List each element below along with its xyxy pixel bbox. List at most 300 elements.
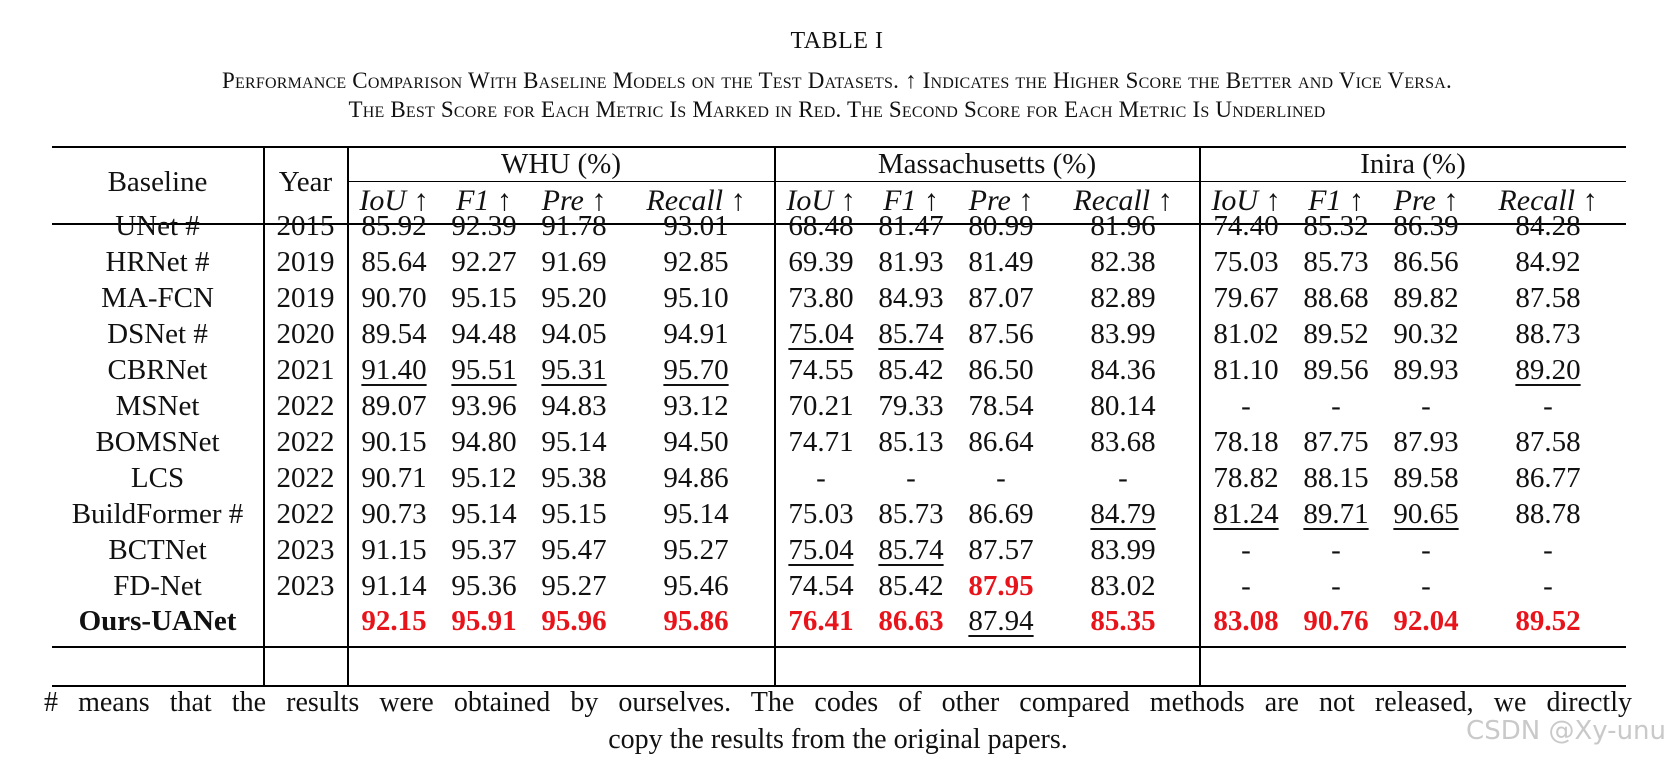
score-value: 89.07 — [361, 390, 427, 422]
score-value: - — [1421, 570, 1431, 602]
score-value: 95.14 — [541, 426, 607, 458]
metric-name: Recall — [1498, 184, 1576, 217]
score-value: 95.46 — [663, 570, 729, 602]
score-cell — [955, 245, 1047, 279]
score-value: - — [906, 462, 916, 494]
score-value: 87.95 — [968, 570, 1034, 602]
score-value: 83.68 — [1090, 426, 1156, 458]
metric-name: F1 — [883, 184, 917, 217]
metric-name: Recall — [646, 184, 724, 217]
score-cell — [775, 281, 867, 315]
score-value: 95.96 — [541, 605, 607, 637]
score-value: 84.79 — [1090, 498, 1156, 530]
row-baseline-name: DSNet # — [107, 318, 208, 350]
score-cell — [1380, 317, 1472, 351]
score-cell — [1047, 604, 1199, 638]
row-year: 2022 — [276, 426, 335, 458]
score-value: - — [1241, 570, 1251, 602]
score-cell — [1292, 209, 1380, 243]
score-value: 91.15 — [361, 534, 427, 566]
score-value: 81.24 — [1213, 498, 1279, 530]
score-value: 83.08 — [1213, 605, 1279, 637]
score-value: 88.68 — [1303, 282, 1369, 314]
score-cell — [1200, 281, 1292, 315]
score-cell — [955, 317, 1047, 351]
score-cell — [348, 245, 440, 279]
score-value: 88.78 — [1515, 498, 1581, 530]
score-value: - — [1241, 390, 1251, 422]
row-baseline-name: BCTNet — [108, 534, 207, 566]
footnote — [44, 684, 1632, 758]
score-value: 95.47 — [541, 534, 607, 566]
up-arrow-icon: ↑ — [1265, 184, 1281, 217]
watermark: CSDN @Xy-unu — [1466, 716, 1666, 746]
row-baseline-name: UNet # — [115, 210, 200, 242]
score-value: 92.15 — [361, 605, 427, 637]
score-cell — [1200, 209, 1292, 243]
score-cell — [775, 425, 867, 459]
score-value: - — [1543, 390, 1553, 422]
score-cell — [1380, 425, 1472, 459]
score-cell — [775, 461, 867, 495]
score-cell — [1292, 461, 1380, 495]
score-cell — [528, 604, 620, 638]
score-cell — [867, 317, 955, 351]
score-cell — [528, 461, 620, 495]
score-value: 90.73 — [361, 498, 427, 530]
score-value: 91.69 — [541, 246, 607, 278]
score-cell — [867, 425, 955, 459]
score-value: 83.99 — [1090, 318, 1156, 350]
score-cell — [1047, 353, 1199, 387]
score-cell — [1472, 389, 1624, 423]
score-cell — [1380, 281, 1472, 315]
score-cell — [1047, 425, 1199, 459]
score-cell — [1200, 425, 1292, 459]
score-cell — [528, 209, 620, 243]
score-value: 90.70 — [361, 282, 427, 314]
score-value: 88.73 — [1515, 318, 1581, 350]
score-cell — [1200, 317, 1292, 351]
score-cell — [440, 389, 528, 423]
score-value: 90.32 — [1393, 318, 1459, 350]
score-cell — [867, 353, 955, 387]
row-year: 2019 — [276, 246, 335, 278]
score-value: 87.75 — [1303, 426, 1369, 458]
metric-name: IoU — [1211, 184, 1259, 217]
score-cell — [1472, 209, 1624, 243]
metric-name: Recall — [1073, 184, 1151, 217]
score-cell — [348, 533, 440, 567]
row-year: 2015 — [276, 210, 335, 242]
score-value: 94.83 — [541, 390, 607, 422]
score-value: 95.38 — [541, 462, 607, 494]
score-cell — [620, 569, 772, 603]
score-cell — [1047, 389, 1199, 423]
score-cell — [1472, 604, 1624, 638]
score-cell — [1472, 425, 1624, 459]
score-cell — [1380, 497, 1472, 531]
score-cell — [955, 497, 1047, 531]
score-cell — [1472, 245, 1624, 279]
score-cell — [955, 209, 1047, 243]
score-cell — [1380, 569, 1472, 603]
header-group-whu: WHU (%) — [501, 148, 621, 180]
score-cell — [1472, 497, 1624, 531]
score-cell — [775, 604, 867, 638]
score-cell — [348, 604, 440, 638]
score-value: - — [1421, 534, 1431, 566]
score-value: 85.73 — [878, 498, 944, 530]
score-value: 88.15 — [1303, 462, 1369, 494]
score-value: 75.03 — [1213, 246, 1279, 278]
score-value: - — [816, 462, 826, 494]
score-value: 84.93 — [878, 282, 944, 314]
score-value: 92.39 — [451, 210, 517, 242]
score-value: 89.52 — [1515, 605, 1581, 637]
row-year: 2020 — [276, 318, 335, 350]
score-value: 94.86 — [663, 462, 729, 494]
score-cell — [620, 389, 772, 423]
score-value: 94.48 — [451, 318, 517, 350]
header-baseline: Baseline — [107, 166, 208, 198]
score-cell — [1292, 245, 1380, 279]
score-value: 95.37 — [451, 534, 517, 566]
score-value: 95.12 — [451, 462, 517, 494]
score-value: 75.04 — [788, 534, 854, 566]
score-value: - — [1241, 534, 1251, 566]
score-cell — [1292, 389, 1380, 423]
score-value: 87.07 — [968, 282, 1034, 314]
score-cell — [1200, 497, 1292, 531]
score-value: 86.63 — [878, 605, 944, 637]
row-baseline-name: Ours-UANet — [78, 605, 237, 637]
score-cell — [348, 353, 440, 387]
score-cell — [348, 209, 440, 243]
score-cell — [348, 317, 440, 351]
score-cell — [1380, 209, 1472, 243]
score-value: 85.92 — [361, 210, 427, 242]
score-cell — [1200, 461, 1292, 495]
score-value: 89.20 — [1515, 354, 1581, 386]
score-cell — [440, 533, 528, 567]
score-cell — [867, 569, 955, 603]
score-value: 95.86 — [663, 605, 729, 637]
score-cell — [775, 245, 867, 279]
score-cell — [775, 317, 867, 351]
score-cell — [775, 569, 867, 603]
metric-name: F1 — [456, 184, 490, 217]
score-value: - — [1331, 534, 1341, 566]
score-value: 83.99 — [1090, 534, 1156, 566]
score-value: 78.82 — [1213, 462, 1279, 494]
score-cell — [1292, 425, 1380, 459]
score-value: 83.02 — [1090, 570, 1156, 602]
score-value: 85.74 — [878, 534, 944, 566]
score-value: 89.56 — [1303, 354, 1369, 386]
score-value: 93.01 — [663, 210, 729, 242]
score-value: - — [1421, 390, 1431, 422]
score-value: 79.67 — [1213, 282, 1279, 314]
score-cell — [1472, 461, 1624, 495]
row-baseline-name: LCS — [130, 462, 185, 494]
score-value: 94.91 — [663, 318, 729, 350]
ours-row-top-rule — [52, 646, 1626, 648]
metric-name: F1 — [1308, 184, 1342, 217]
score-cell — [528, 569, 620, 603]
score-value: 87.58 — [1515, 426, 1581, 458]
up-arrow-icon: ↑ — [1157, 184, 1173, 217]
score-value: 95.10 — [663, 282, 729, 314]
score-cell — [440, 353, 528, 387]
score-cell — [1047, 533, 1199, 567]
score-cell — [1047, 209, 1199, 243]
score-value: 89.82 — [1393, 282, 1459, 314]
score-cell — [440, 317, 528, 351]
score-cell — [1380, 533, 1472, 567]
score-value: 76.41 — [788, 605, 854, 637]
score-value: 81.02 — [1213, 318, 1279, 350]
score-cell — [1292, 604, 1380, 638]
score-cell — [955, 569, 1047, 603]
up-arrow-icon: ↑ — [730, 184, 746, 217]
score-cell — [1200, 389, 1292, 423]
score-value: 93.96 — [451, 390, 517, 422]
score-value: 86.56 — [1393, 246, 1459, 278]
score-value: 70.21 — [788, 390, 854, 422]
score-value: 80.99 — [968, 210, 1034, 242]
score-value: 85.42 — [878, 354, 944, 386]
up-arrow-icon: ↑ — [1018, 184, 1034, 217]
score-cell — [1200, 245, 1292, 279]
score-value: - — [1543, 570, 1553, 602]
score-value: 95.27 — [541, 570, 607, 602]
metric-name: Pre — [541, 184, 584, 217]
score-cell — [620, 533, 772, 567]
score-cell — [955, 604, 1047, 638]
score-cell — [867, 533, 955, 567]
score-value: 85.42 — [878, 570, 944, 602]
score-value: 78.54 — [968, 390, 1034, 422]
score-cell — [1292, 317, 1380, 351]
score-value: 90.65 — [1393, 498, 1459, 530]
score-cell — [528, 533, 620, 567]
score-value: 89.71 — [1303, 498, 1369, 530]
score-cell — [955, 425, 1047, 459]
score-value: 92.27 — [451, 246, 517, 278]
score-value: 95.31 — [541, 354, 607, 386]
score-cell — [775, 389, 867, 423]
score-cell — [775, 209, 867, 243]
score-cell — [775, 533, 867, 567]
score-value: 95.20 — [541, 282, 607, 314]
table-caption — [10, 66, 1664, 124]
row-baseline-name: MSNet — [115, 390, 200, 422]
score-cell — [775, 353, 867, 387]
score-cell — [1292, 533, 1380, 567]
score-value: 86.69 — [968, 498, 1034, 530]
score-cell — [955, 281, 1047, 315]
score-value: 89.58 — [1393, 462, 1459, 494]
score-value: 85.32 — [1303, 210, 1369, 242]
score-value: 89.54 — [361, 318, 427, 350]
score-cell — [440, 604, 528, 638]
metric-name: Pre — [968, 184, 1011, 217]
score-value: - — [996, 462, 1006, 494]
score-cell — [528, 353, 620, 387]
score-value: 85.35 — [1090, 605, 1156, 637]
score-value: 92.85 — [663, 246, 729, 278]
footnote-line-1: # means that the results were obtained by ourselves. The codes of other compared methods are not released, we directly — [44, 687, 1632, 718]
header-group-massachusetts: Massachusetts (%) — [877, 148, 1097, 180]
score-cell — [348, 569, 440, 603]
score-cell — [440, 245, 528, 279]
score-value: 85.74 — [878, 318, 944, 350]
score-cell — [1047, 317, 1199, 351]
score-value: 85.64 — [361, 246, 427, 278]
score-value: 87.57 — [968, 534, 1034, 566]
score-cell — [348, 461, 440, 495]
score-value: 86.64 — [968, 426, 1034, 458]
metric-name: IoU — [359, 184, 407, 217]
up-arrow-icon: ↑ — [413, 184, 429, 217]
score-cell — [620, 497, 772, 531]
metric-name: Pre — [1393, 184, 1436, 217]
score-cell — [955, 389, 1047, 423]
table-label: TABLE I — [790, 28, 884, 54]
up-arrow-icon: ↑ — [496, 184, 512, 217]
score-cell — [528, 425, 620, 459]
score-value: 74.55 — [788, 354, 854, 386]
score-value: 94.05 — [541, 318, 607, 350]
score-cell — [1472, 281, 1624, 315]
score-cell — [528, 245, 620, 279]
caption-line-1: Performance Comparison With Baseline Models on the Test Datasets. ↑ Indicates the Higher Score the Better and Vice Versa. — [222, 68, 1452, 93]
score-cell — [775, 497, 867, 531]
row-baseline-name: CBRNet — [107, 354, 208, 386]
score-cell — [1292, 569, 1380, 603]
score-value: 95.91 — [451, 605, 517, 637]
score-value: 69.39 — [788, 246, 854, 278]
header-sub-rule — [348, 181, 1626, 182]
row-year: 2021 — [276, 354, 335, 386]
score-cell — [1200, 604, 1292, 638]
row-baseline-name: MA-FCN — [101, 282, 214, 314]
score-cell — [867, 209, 955, 243]
score-value: 81.96 — [1090, 210, 1156, 242]
score-value: 87.94 — [968, 605, 1034, 637]
score-value: 95.36 — [451, 570, 517, 602]
score-cell — [440, 209, 528, 243]
score-value: 81.10 — [1213, 354, 1279, 386]
score-cell — [620, 425, 772, 459]
score-cell — [1472, 533, 1624, 567]
score-cell — [1292, 281, 1380, 315]
up-arrow-icon: ↑ — [840, 184, 856, 217]
score-cell — [867, 389, 955, 423]
up-arrow-icon: ↑ — [1582, 184, 1598, 217]
score-value: 68.48 — [788, 210, 854, 242]
score-value: 82.38 — [1090, 246, 1156, 278]
score-cell — [1380, 245, 1472, 279]
score-cell — [867, 281, 955, 315]
row-year: 2019 — [276, 282, 335, 314]
score-cell — [1292, 497, 1380, 531]
header-group-inira: Inira (%) — [1360, 148, 1466, 180]
score-cell — [867, 461, 955, 495]
score-value: 80.14 — [1090, 390, 1156, 422]
row-baseline-name: BuildFormer # — [71, 498, 244, 530]
score-value: 95.27 — [663, 534, 729, 566]
score-value: 74.71 — [788, 426, 854, 458]
row-baseline-name: FD-Net — [113, 570, 202, 602]
score-cell — [1380, 353, 1472, 387]
header-year: Year — [278, 166, 333, 198]
score-cell — [1380, 389, 1472, 423]
score-value: 79.33 — [878, 390, 944, 422]
score-value: 84.28 — [1515, 210, 1581, 242]
score-cell — [955, 461, 1047, 495]
score-value: 82.89 — [1090, 282, 1156, 314]
score-cell — [1200, 569, 1292, 603]
score-value: 90.76 — [1303, 605, 1369, 637]
row-year: 2023 — [276, 534, 335, 566]
score-cell — [620, 281, 772, 315]
score-value: 95.51 — [451, 354, 517, 386]
score-cell — [1472, 317, 1624, 351]
score-value: 89.52 — [1303, 318, 1369, 350]
score-value: 90.71 — [361, 462, 427, 494]
score-cell — [348, 425, 440, 459]
score-cell — [528, 389, 620, 423]
score-cell — [1472, 353, 1624, 387]
score-cell — [528, 281, 620, 315]
score-value: 91.40 — [361, 354, 427, 386]
score-cell — [620, 209, 772, 243]
score-value: 84.92 — [1515, 246, 1581, 278]
score-value: 74.54 — [788, 570, 854, 602]
score-cell — [528, 317, 620, 351]
score-value: 87.93 — [1393, 426, 1459, 458]
score-value: 95.14 — [663, 498, 729, 530]
score-cell — [1380, 461, 1472, 495]
score-value: 73.80 — [788, 282, 854, 314]
score-value: 78.18 — [1213, 426, 1279, 458]
score-cell — [440, 461, 528, 495]
up-arrow-icon: ↑ — [923, 184, 939, 217]
score-value: 90.15 — [361, 426, 427, 458]
score-value: 95.15 — [541, 498, 607, 530]
score-value: 75.03 — [788, 498, 854, 530]
score-cell — [620, 317, 772, 351]
score-value: - — [1118, 462, 1128, 494]
score-cell — [1047, 245, 1199, 279]
score-cell — [1047, 569, 1199, 603]
score-value: - — [1331, 390, 1341, 422]
score-cell — [1200, 533, 1292, 567]
score-cell — [867, 497, 955, 531]
score-value: 91.14 — [361, 570, 427, 602]
score-value: - — [1331, 570, 1341, 602]
score-value: 89.93 — [1393, 354, 1459, 386]
score-cell — [528, 497, 620, 531]
score-cell — [955, 533, 1047, 567]
score-cell — [1292, 353, 1380, 387]
score-value: 91.78 — [541, 210, 607, 242]
score-value: 94.80 — [451, 426, 517, 458]
score-cell — [620, 604, 772, 638]
footnote-line-2: copy the results from the original papers. — [608, 724, 1068, 755]
